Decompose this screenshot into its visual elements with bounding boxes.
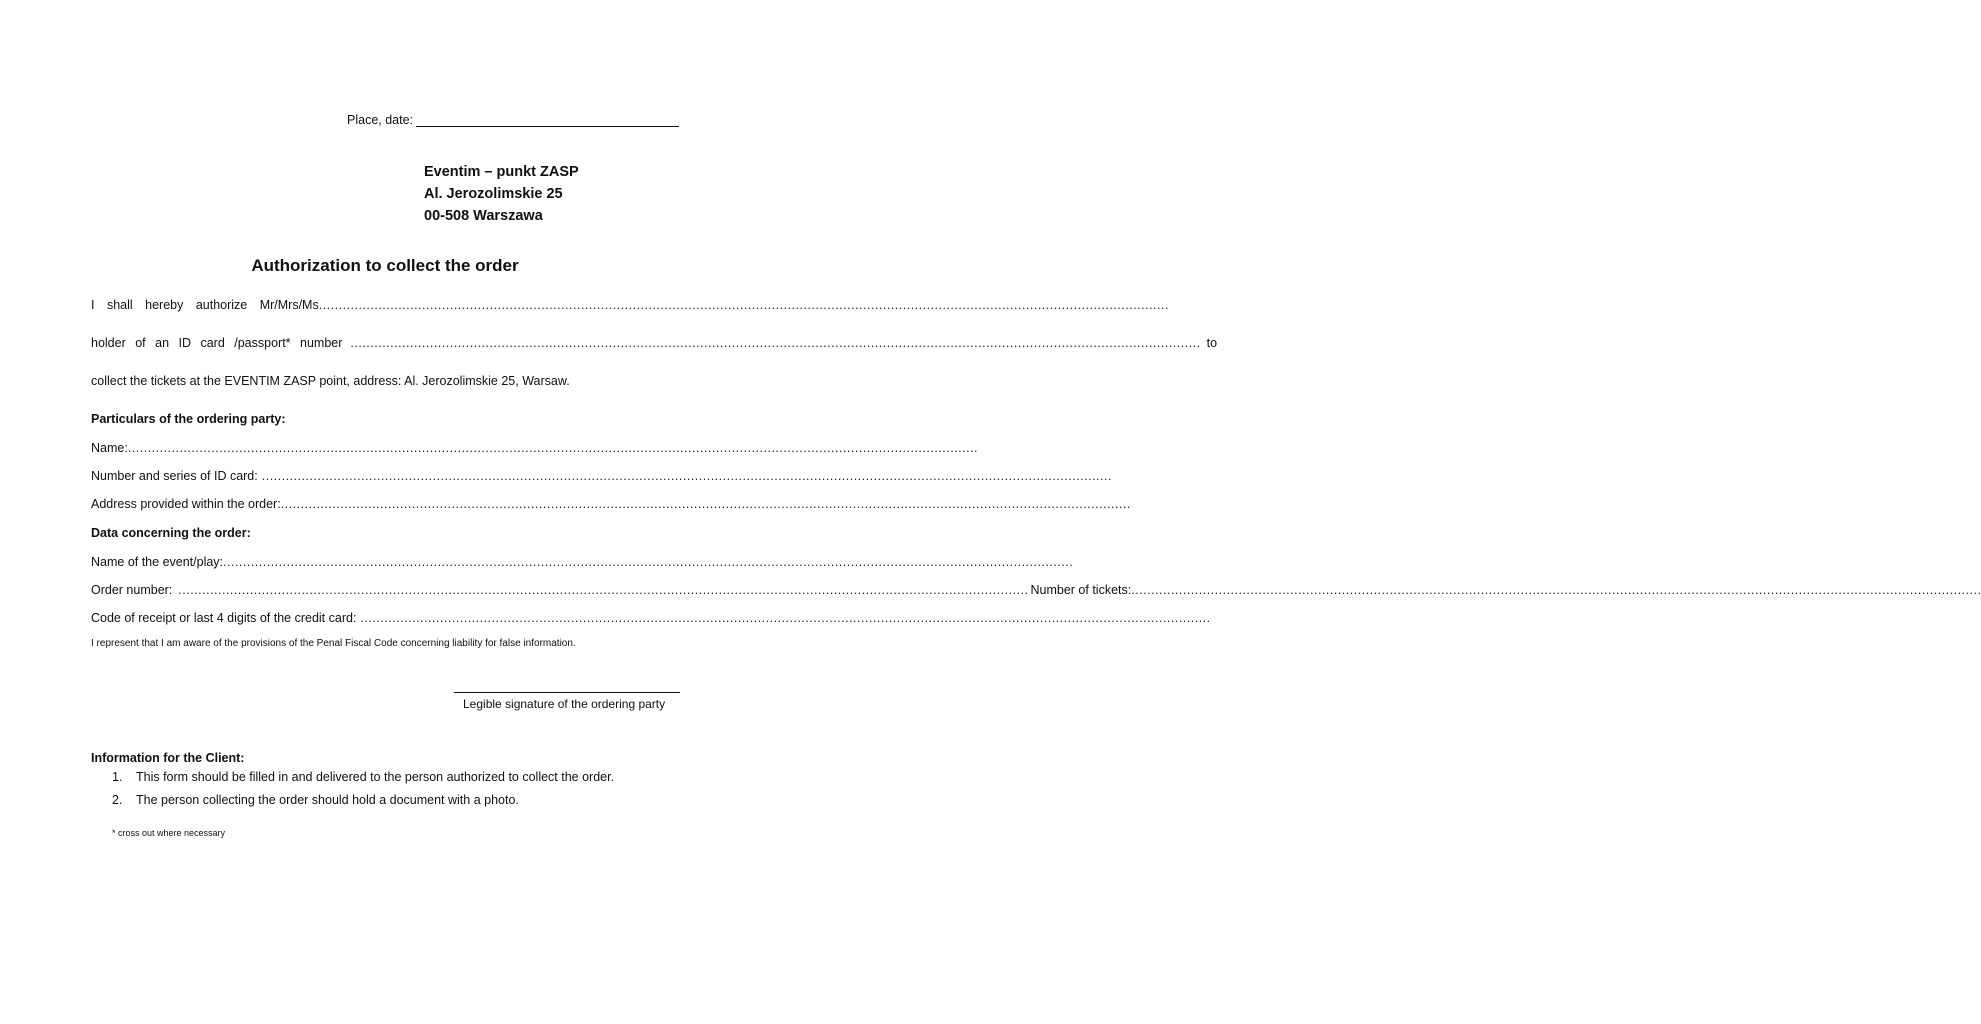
recipient-line-2: Al. Jerozolimskie 25 bbox=[424, 186, 563, 202]
address-row bbox=[91, 497, 1131, 511]
id-number-field[interactable]: ...................................................................................................................................................................................................................... bbox=[350, 336, 1201, 350]
name-row bbox=[91, 441, 979, 455]
client-info-heading: Information for the Client: bbox=[91, 751, 245, 765]
name-label: Name: bbox=[91, 441, 128, 455]
event-field[interactable]: ...................................................................................................................................................................................................................... bbox=[223, 555, 1074, 569]
id-number-label: holder of an ID card /passport* number bbox=[91, 336, 343, 350]
order-data-heading: Data concerning the order: bbox=[91, 526, 251, 540]
signature-line[interactable] bbox=[454, 692, 680, 693]
collect-tickets-text: collect the tickets at the EVENTIM ZASP point, address: Al. Jerozolimskie 25, Warsaw. bbox=[91, 374, 570, 388]
id-number-tail: to bbox=[1206, 336, 1218, 350]
id-number-row bbox=[91, 336, 1218, 350]
code-row bbox=[91, 611, 1211, 625]
authorize-person-label: I shall hereby authorize Mr/Mrs/Ms bbox=[91, 298, 319, 312]
recipient-line-3: 00-508 Warszawa bbox=[424, 208, 543, 224]
penal-code-note: I represent that I am aware of the provisions of the Penal Fiscal Code concerning liability for false information. bbox=[91, 638, 576, 649]
address-label: Address provided within the order: bbox=[91, 497, 281, 511]
tickets-label: Number of tickets: bbox=[1030, 583, 1132, 597]
order-number-label: Order number: bbox=[91, 583, 173, 597]
id-card-field[interactable]: ...................................................................................................................................................................................................................... bbox=[261, 469, 1112, 483]
code-field[interactable]: ...................................................................................................................................................................................................................... bbox=[360, 611, 1211, 625]
name-field[interactable]: ...................................................................................................................................................................................................................... bbox=[127, 441, 979, 455]
client-info-text: The person collecting the order should hold a document with a photo. bbox=[136, 793, 519, 807]
client-info-item bbox=[112, 793, 519, 807]
client-info-number: 2. bbox=[112, 793, 123, 807]
client-info-text: This form should be filled in and delivered to the person authorized to collect the order. bbox=[136, 770, 615, 784]
address-field[interactable]: ...................................................................................................................................................................................................................... bbox=[280, 497, 1131, 511]
id-card-row bbox=[91, 469, 1112, 483]
event-label: Name of the event/play: bbox=[91, 555, 224, 569]
place-date-field[interactable] bbox=[416, 126, 679, 127]
recipient-line-1: Eventim – punkt ZASP bbox=[424, 164, 579, 180]
authorize-person-field[interactable]: ...................................................................................................................................................................................................................... bbox=[318, 298, 1169, 312]
document-title: Authorization to collect the order bbox=[251, 256, 519, 275]
authorize-person-row bbox=[91, 298, 1169, 312]
footnote: * cross out where necessary bbox=[112, 828, 226, 838]
tickets-field[interactable]: ...................................................................................................................................................................................................................... bbox=[1131, 583, 1981, 597]
code-label: Code of receipt or last 4 digits of the credit card: bbox=[91, 611, 357, 625]
event-row bbox=[91, 555, 1074, 569]
signature-label: Legible signature of the ordering party bbox=[463, 697, 666, 711]
order-row bbox=[91, 583, 1981, 597]
particulars-heading: Particulars of the ordering party: bbox=[91, 412, 286, 426]
place-date-label: Place, date: bbox=[347, 113, 414, 127]
client-info-number: 1. bbox=[112, 770, 123, 784]
order-number-field[interactable]: ...................................................................................................................................................................................................................... bbox=[178, 583, 1029, 597]
id-card-label: Number and series of ID card: bbox=[91, 469, 258, 483]
client-info-item bbox=[112, 770, 614, 784]
